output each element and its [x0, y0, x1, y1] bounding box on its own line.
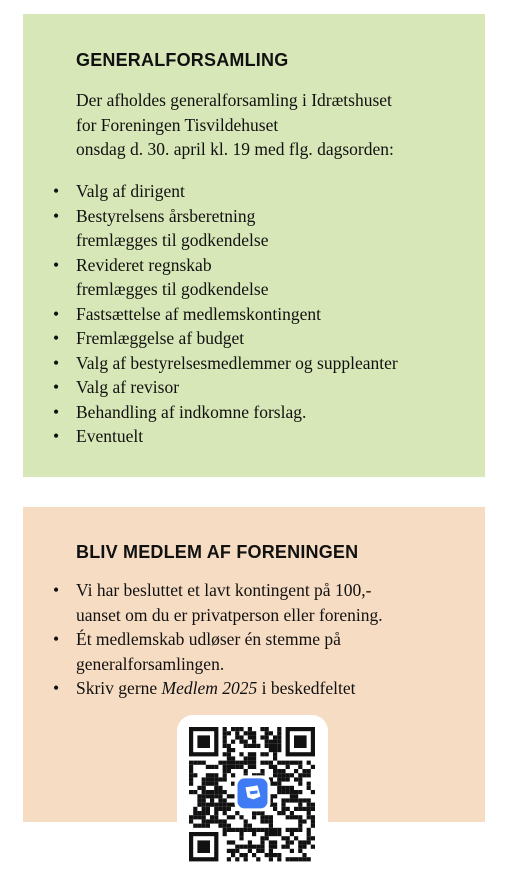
note-emphasis: Medlem 2025: [161, 678, 258, 698]
note-prefix: Skriv gerne: [76, 678, 162, 698]
agenda-item: [51, 424, 481, 449]
bullet-icon: •: [53, 580, 60, 600]
agenda-item-text: Valg af bestyrelsesmedlemmer og suppleanter: [76, 352, 398, 373]
membership-list: [51, 578, 481, 701]
bullet-icon: •: [53, 401, 60, 422]
bullet-icon: •: [53, 377, 60, 397]
membership-item: [51, 627, 481, 676]
bullet-icon: •: [53, 303, 60, 324]
agenda-item: [51, 204, 481, 253]
bullet-icon: •: [53, 328, 60, 348]
assembly-intro: [76, 88, 476, 162]
agenda-item-text: Fastsættelse af medlemskontingent: [76, 303, 321, 324]
agenda-item: [51, 302, 481, 327]
bullet-icon: •: [53, 426, 60, 446]
intro-line: Der afholdes generalforsamling i Idrætshuset: [76, 90, 392, 110]
bullet-icon: •: [53, 629, 60, 649]
bullet-icon: •: [53, 678, 60, 698]
agenda-item-text: Revideret regnskab: [76, 254, 212, 275]
payment-app-icon: [235, 775, 271, 811]
membership-item: [51, 676, 481, 701]
agenda-item: [51, 326, 481, 351]
assembly-title: GENERALFORSAMLING: [76, 50, 289, 70]
qr-card[interactable]: [177, 715, 328, 874]
qr-finder-pattern: [286, 727, 315, 756]
membership-title: BLIV MEDLEM AF FORENINGEN: [76, 542, 359, 562]
agenda-item-text: Bestyrelsens årsberetning: [76, 205, 256, 226]
qr-finder-pattern: [189, 832, 218, 861]
agenda-item-text: Valg af revisor: [76, 377, 180, 397]
membership-item-text: generalforsamlingen.: [76, 653, 225, 674]
note-suffix: i beskedfeltet: [257, 678, 356, 698]
agenda-list: [51, 179, 481, 449]
agenda-item-text: fremlægges til godkendelse: [76, 279, 269, 299]
membership-item-text: uanset om du er privatperson eller forening.: [76, 604, 383, 625]
agenda-item-text: Eventuelt: [76, 426, 144, 446]
agenda-item: [51, 253, 481, 302]
membership-note: [76, 676, 481, 701]
bullet-icon: •: [53, 205, 60, 226]
qr-finder-pattern: [189, 727, 218, 756]
membership-item-text: Vi har besluttet et lavt kontingent på 100,-: [76, 580, 372, 600]
agenda-item: [51, 179, 481, 204]
qr-code[interactable]: [189, 727, 316, 862]
agenda-item-text: Valg af dirigent: [76, 181, 185, 201]
agenda-item-text: fremlægges til godkendelse: [76, 230, 269, 250]
membership-item: [51, 578, 481, 627]
intro-line: for Foreningen Tisvildehuset: [76, 114, 279, 135]
agenda-item-text: Behandling af indkomne forslag.: [76, 401, 307, 422]
bullet-icon: •: [53, 181, 60, 201]
agenda-item: [51, 351, 481, 376]
bullet-icon: •: [53, 352, 60, 373]
agenda-item: [51, 400, 481, 425]
assembly-panel: [23, 14, 485, 477]
membership-item-text: Ét medlemskab udløser én stemme på: [76, 629, 341, 649]
agenda-item: [51, 375, 481, 400]
agenda-item-text: Fremlæggelse af budget: [76, 328, 245, 348]
intro-line: onsdag d. 30. april kl. 19 med flg. dagsorden:: [76, 139, 394, 159]
bullet-icon: •: [53, 254, 60, 275]
